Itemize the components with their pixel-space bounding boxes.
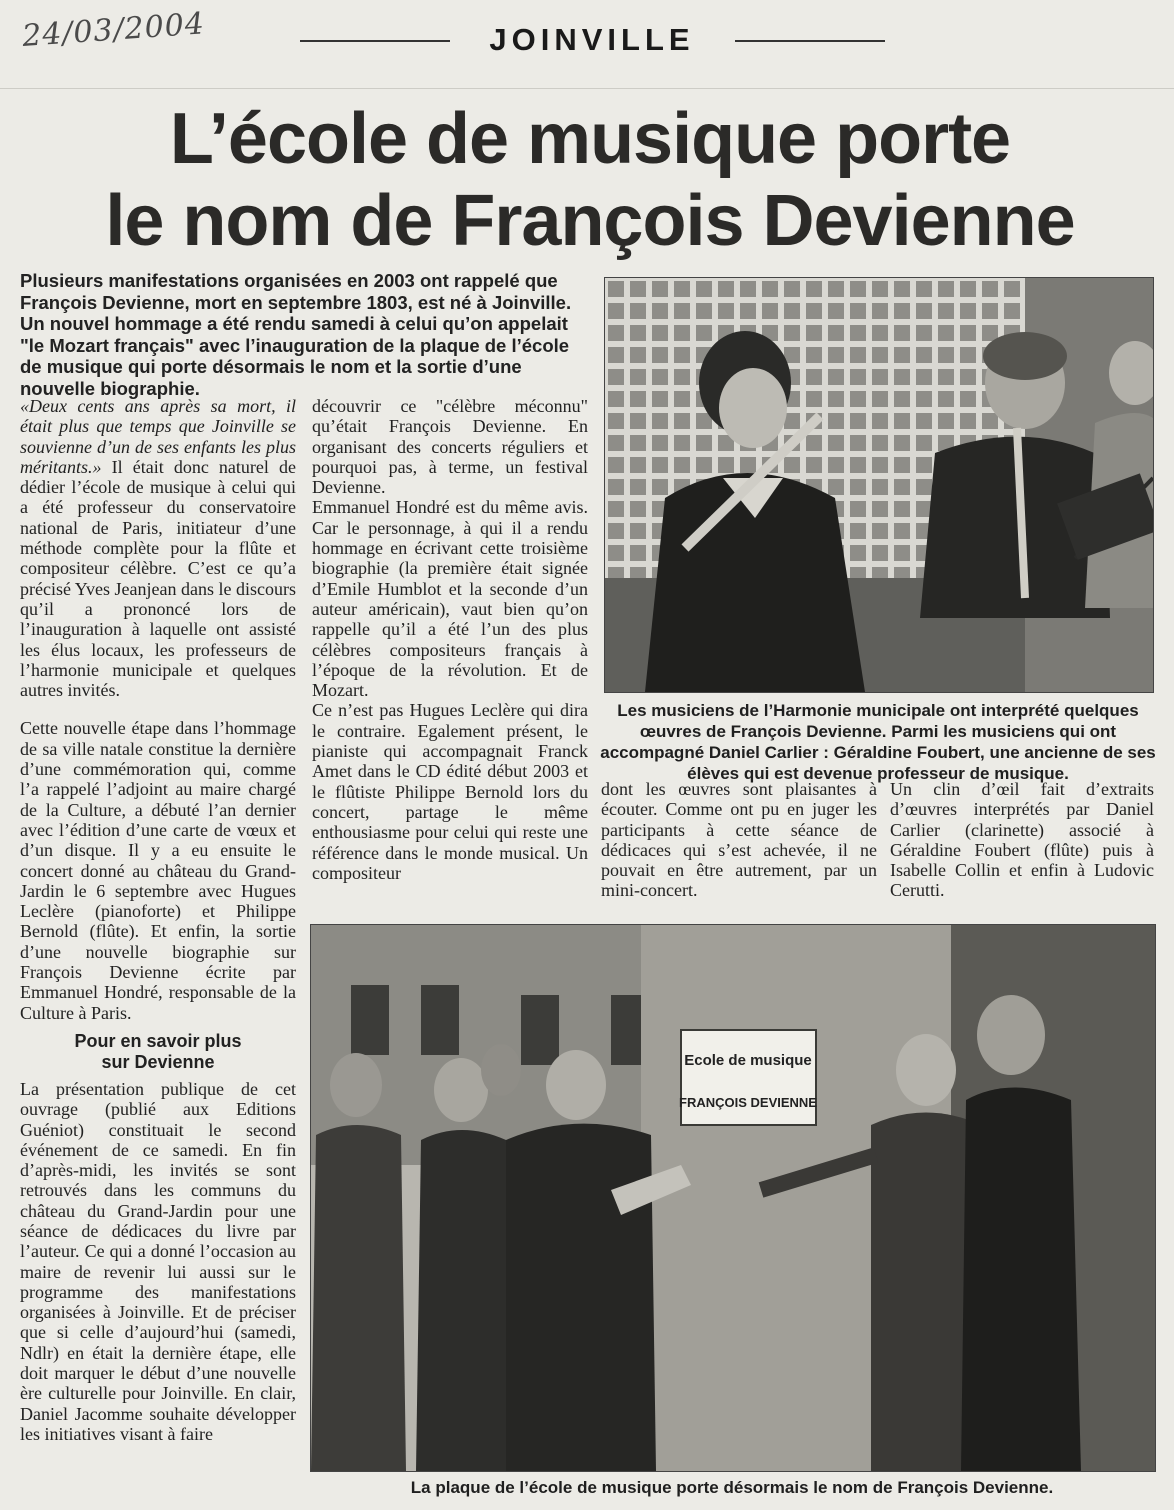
photo-plaque-image <box>311 925 1155 1471</box>
article-lede: Plusieurs manifestations organisées en 2003 ont rappelé que François Devienne, mort en septembre 1803, est né à Joinville. Un nouvel hommage a été rendu samedi à celui qu’on appelait "le Mozart français" avec l’inauguration de la plaque de l’école de musique qui porte désormais le nom et la sortie d’une nouvelle biographie. <box>20 270 572 399</box>
plaque-line-1: Ecole de musique <box>684 1052 812 1069</box>
article-column-4: Un clin d’œil fait d’extraits d’œuvres interprétés par Daniel Carlier (clarinette) associé à Géraldine Foubert (flûte) puis à Isabelle Collin et enfin à Ludovic Cerutti. <box>890 779 1154 901</box>
photo-caption-plaque: La plaque de l’école de musique porte désormais le nom de François Devienne. <box>410 1478 1054 1497</box>
article-column-1 <box>20 396 296 1444</box>
plaque-line-2: FRANÇOIS DEVIENNE <box>679 1095 817 1110</box>
column-2-paragraph-3: Ce n’est pas Hugues Leclère qui dira le contraire. Egalement présent, le pianiste qui accompagnait Franck Amet dans le CD édité début 2003 et le flûtiste Philippe Bernold lors du concert, partage le même enthousiasme pour celui qui reste une référence dans le monde musical. Un compositeur <box>312 700 588 883</box>
headline <box>40 98 1140 262</box>
subheading-line-1: Pour en savoir plus <box>74 1030 242 1051</box>
subheading-line-2: sur Devienne <box>101 1051 215 1072</box>
article-column-3: dont les œuvres sont plaisantes à écouter. Comme ont pu en juger les participants à cette séance de dédicaces qui s’est achevée, il ne pouvait en être autrement, par un mini-concert. <box>601 779 877 901</box>
section-label: JOINVILLE <box>489 22 695 57</box>
section-rule-right <box>735 40 885 42</box>
photo-musicians <box>604 277 1154 693</box>
photo-musicians-image <box>605 278 1153 692</box>
headline-line-2: le nom de François Devienne <box>105 181 1075 261</box>
handwritten-date: 24/03/2004 <box>21 6 207 55</box>
column-1-paragraph-2: Cette nouvelle étape dans l’hommage de sa ville natale constitue la dernière d’une commémoration qui, comme l’a rappelé l’adjoint au maire chargé de la Culture, a débuté l’an dernier avec l’édition d’une carte de vœux et d’un disque. Il y a eu ensuite le concert donné au château du Grand-Jardin le 6 septembre avec Hugues Leclère (pianoforte) et Philippe Bernold (flûte). Et enfin, la sortie d’une nouvelle biographie sur François Devienne écrite par Emmanuel Hondré, responsable de la Culture à Paris. <box>20 718 296 1023</box>
section-rule-left <box>300 40 450 42</box>
article-column-2 <box>312 396 588 883</box>
column-2-paragraph-1: découvrir ce "célèbre méconnu" qu’était François Devienne. En organisant des concerts réguliers et pourquoi pas, à terme, un festival Devienne. <box>312 396 588 498</box>
paragraph-1-text: Il était donc naturel de dédier l’école de musique à celui qui a été professeur du conservatoire national de Paris, initiateur d’une méthode complète pour la flûte et compositeur célèbre. C’est ce qu’a précisé Yves Jeanjean dans le discours qu’il a prononcé lors de l’inauguration à laquelle ont assisté les élus locaux, les professeurs de l’harmonie municipale et quelques autres invités. <box>20 456 296 701</box>
column-2-paragraph-2: Emmanuel Hondré est du même avis. Car le personnage, à qui il a rendu hommage en écrivant cette troisième biographie (la première était signée d’Emile Humblot et la seconde d’un auteur américain), vaut bien qu’on rappelle qu’il a été l’un des plus célèbres compositeurs français à l’époque de la révolution. Et de Mozart. <box>312 497 588 701</box>
opening-quote: «Deux cents ans après sa mort, il était plus que temps que Joinville se souvienne d’un de ses enfants les plus méritants.» <box>20 396 296 477</box>
photo-plaque-unveiling <box>310 924 1156 1472</box>
column-1-paragraph-3: La présentation publique de cet ouvrage (publié aux Editions Guéniot) constituait le second événement de ce samedi. En fin d’après-midi, les invités se sont retrouvés dans les communs du château du Grand-Jardin pour une séance de dédicaces du livre par l’auteur. Ce qui a donné l’occasion au maire de revenir lui aussi sur le programme des manifestations organisées à Joinville. Et de préciser que si celle d’aujourd’hui (samedi, Ndlr) en était la dernière étape, elle doit marquer le début d’une nouvelle ère culturelle pour Joinville. En clair, Daniel Jacomme souhaite développer les initiatives visant à faire <box>20 1078 296 1444</box>
headline-line-1: L’école de musique porte <box>169 99 1011 179</box>
column-1-paragraph-1 <box>20 396 296 700</box>
top-rule <box>0 88 1174 89</box>
photo-caption-musicians: Les musiciens de l’Harmonie municipale ont interprété quelques œuvres de François Devienne. Parmi les musiciens qui ont accompagné Daniel Carlier : Géraldine Foubert, une ancienne de ses élèves qui est devenue professeur de musique. <box>600 701 1156 783</box>
subheading <box>20 1031 296 1073</box>
